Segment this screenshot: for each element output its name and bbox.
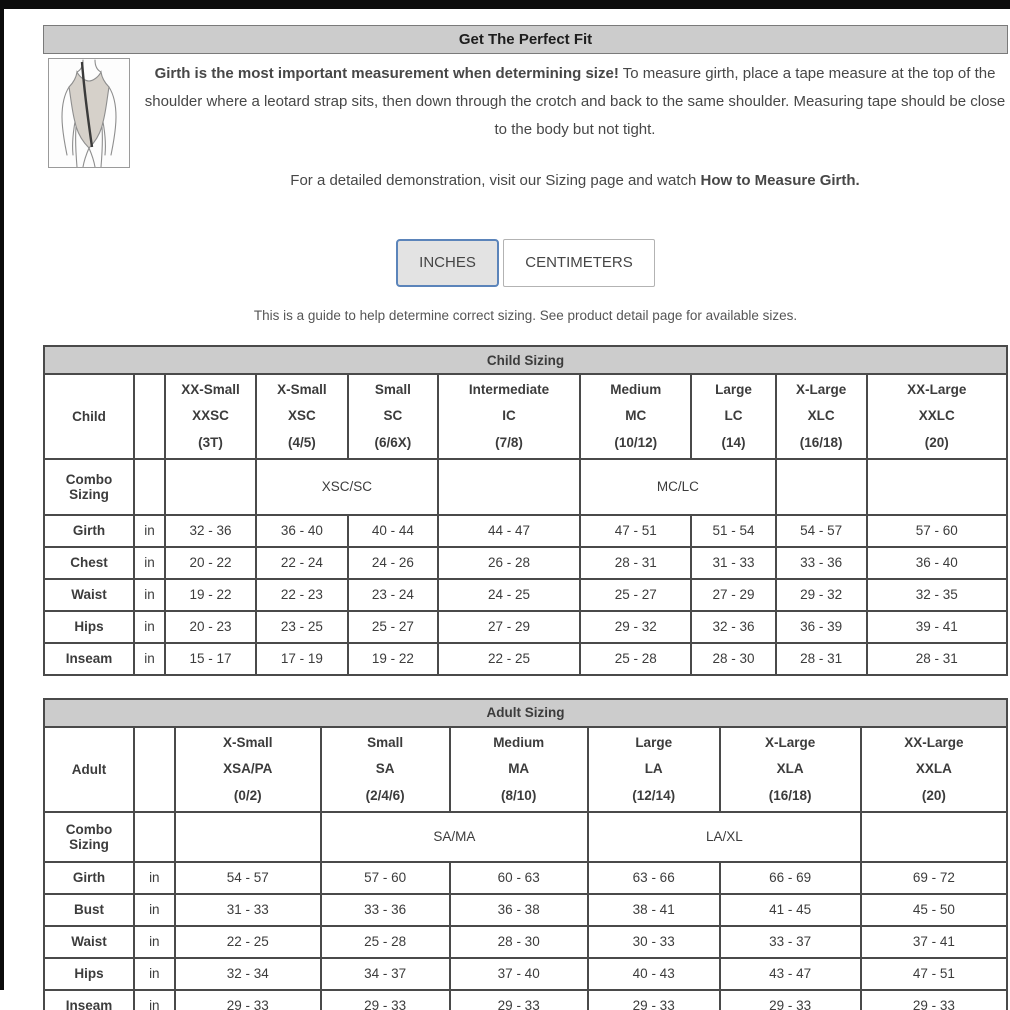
size-header-cell — [256, 374, 348, 459]
unit-cell: in — [134, 958, 175, 990]
unit-cell: in — [134, 990, 175, 1010]
size-range: (20) — [924, 434, 949, 450]
size-name: Medium — [610, 382, 662, 397]
measurement-label: Waist — [44, 579, 134, 611]
range-cell: 29 - 33 — [861, 990, 1007, 1010]
measurement-row — [44, 579, 1007, 611]
demo-line — [144, 167, 1006, 195]
range-cell: 39 - 41 — [867, 611, 1007, 643]
range-cell: 47 - 51 — [861, 958, 1007, 990]
range-cell: 29 - 32 — [776, 579, 867, 611]
centimeters-button[interactable]: CENTIMETERS — [503, 239, 655, 287]
girth-paragraph-rest: To measure girth, place a tape measure at the top of the shoulder where a leotard strap sits, then down through the crotch and back to the same shoulder. Measuring tape should be close to the body but not tight. — [144, 65, 1006, 138]
unit-cell: in — [134, 926, 175, 958]
range-cell: 20 - 23 — [165, 611, 256, 643]
range-cell: 27 - 29 — [438, 611, 580, 643]
measurement-label: Inseam — [44, 990, 134, 1010]
measurement-label: Girth — [44, 515, 134, 547]
range-cell: 25 - 28 — [321, 926, 450, 958]
measurement-label: Hips — [44, 958, 134, 990]
range-cell: 29 - 33 — [321, 990, 450, 1010]
combo-cell — [438, 459, 580, 515]
size-header-cell — [861, 727, 1007, 812]
size-name: XX-Small — [181, 382, 240, 397]
combo-cell — [867, 459, 1007, 515]
range-cell: 66 - 69 — [720, 862, 861, 894]
sizing-tables — [43, 345, 1008, 1010]
range-cell: 23 - 24 — [348, 579, 438, 611]
size-code: LC — [724, 408, 743, 424]
size-range: (8/10) — [501, 787, 537, 803]
size-code: XSA/PA — [223, 761, 273, 777]
size-name: Small — [367, 734, 404, 750]
size-code: MC — [625, 408, 647, 424]
range-cell: 37 - 40 — [450, 958, 588, 990]
size-range: (16/18) — [799, 434, 843, 450]
size-header-cell — [588, 727, 720, 812]
unit-toggle — [43, 239, 1008, 287]
range-cell: 40 - 44 — [348, 515, 438, 547]
range-cell: 38 - 41 — [588, 894, 720, 926]
combo-cell — [175, 812, 321, 862]
range-cell: 47 - 51 — [580, 515, 691, 547]
unit-cell: in — [134, 643, 165, 675]
range-cell: 23 - 25 — [256, 611, 348, 643]
range-cell: 25 - 27 — [348, 611, 438, 643]
range-cell: 57 - 60 — [867, 515, 1007, 547]
adult-group-label: Adult — [44, 727, 134, 812]
range-cell: 54 - 57 — [175, 862, 321, 894]
range-cell: 60 - 63 — [450, 862, 588, 894]
range-cell: 37 - 41 — [861, 926, 1007, 958]
inches-button[interactable]: INCHES — [396, 239, 499, 287]
range-cell: 26 - 28 — [438, 547, 580, 579]
measurement-label: Waist — [44, 926, 134, 958]
range-cell: 27 - 29 — [691, 579, 775, 611]
range-cell: 31 - 33 — [691, 547, 775, 579]
measurement-label: Girth — [44, 862, 134, 894]
measurement-row — [44, 990, 1007, 1010]
size-code: XXLC — [918, 408, 955, 424]
size-range: (14) — [721, 434, 746, 450]
size-name: Small — [374, 382, 411, 397]
size-header-cell — [450, 727, 588, 812]
size-name: X-Large — [765, 734, 816, 750]
combo-cell — [165, 459, 256, 515]
measurement-label: Bust — [44, 894, 134, 926]
range-cell: 29 - 32 — [580, 611, 691, 643]
range-cell: 32 - 34 — [175, 958, 321, 990]
adult-sizing-table — [43, 698, 1008, 1010]
range-cell: 15 - 17 — [165, 643, 256, 675]
range-cell: 29 - 33 — [720, 990, 861, 1010]
adult-table-title: Adult Sizing — [44, 699, 1007, 727]
range-cell: 28 - 31 — [776, 643, 867, 675]
leotard-girth-diagram-icon — [49, 59, 129, 167]
size-name: XX-Large — [907, 382, 967, 397]
unit-cell: in — [134, 862, 175, 894]
measurement-row — [44, 926, 1007, 958]
range-cell: 45 - 50 — [861, 894, 1007, 926]
combo-cell: MC/LC — [580, 459, 775, 515]
size-range: (2/4/6) — [365, 787, 405, 803]
size-code: LA — [644, 761, 663, 777]
size-name: Intermediate — [468, 382, 550, 397]
range-cell: 24 - 26 — [348, 547, 438, 579]
range-cell: 28 - 31 — [867, 643, 1007, 675]
left-frame-bar — [0, 9, 4, 990]
unit-cell: in — [134, 547, 165, 579]
range-cell: 51 - 54 — [691, 515, 775, 547]
page-title: Get The Perfect Fit — [458, 31, 593, 48]
measurement-row — [44, 862, 1007, 894]
size-header-cell — [580, 374, 691, 459]
size-header-cell — [438, 374, 580, 459]
range-cell: 32 - 36 — [691, 611, 775, 643]
size-code: SA — [375, 761, 395, 777]
range-cell: 22 - 25 — [175, 926, 321, 958]
measurement-row — [44, 958, 1007, 990]
size-range: (4/5) — [288, 434, 316, 450]
unit-cell: in — [134, 894, 175, 926]
girth-intro-text — [130, 58, 1008, 195]
range-cell: 43 - 47 — [720, 958, 861, 990]
size-range: (3T) — [198, 434, 223, 450]
range-cell: 25 - 28 — [580, 643, 691, 675]
range-cell: 19 - 22 — [165, 579, 256, 611]
range-cell: 29 - 33 — [450, 990, 588, 1010]
unit-cell: in — [134, 579, 165, 611]
top-frame-bar — [0, 0, 1010, 9]
measurement-row — [44, 611, 1007, 643]
measurement-label: Hips — [44, 611, 134, 643]
sizing-guide-note: This is a guide to help determine correct sizing. See product detail page for available sizes. — [253, 308, 798, 323]
measurement-row — [44, 894, 1007, 926]
measurement-row — [44, 643, 1007, 675]
girth-paragraph-bold: Girth is the most important measurement when determining size! — [154, 65, 619, 82]
size-name: Large — [715, 382, 752, 397]
range-cell: 57 - 60 — [321, 862, 450, 894]
unit-header-cell — [134, 374, 165, 459]
combo-cell — [861, 812, 1007, 862]
measurement-label: Chest — [44, 547, 134, 579]
size-code: XLA — [776, 761, 804, 777]
range-cell: 31 - 33 — [175, 894, 321, 926]
range-cell: 20 - 22 — [165, 547, 256, 579]
size-range: (0/2) — [233, 787, 262, 803]
demo-bold: How to Measure Girth. — [700, 172, 860, 190]
size-code: SC — [383, 408, 403, 424]
range-cell: 30 - 33 — [588, 926, 720, 958]
range-cell: 41 - 45 — [720, 894, 861, 926]
size-code: XXSC — [192, 408, 229, 424]
range-cell: 34 - 37 — [321, 958, 450, 990]
size-code: XLC — [807, 408, 835, 424]
range-cell: 22 - 25 — [438, 643, 580, 675]
combo-cell — [776, 459, 867, 515]
size-code: XXLA — [915, 761, 952, 777]
child-group-label: Child — [44, 374, 134, 459]
range-cell: 29 - 33 — [175, 990, 321, 1010]
range-cell: 44 - 47 — [438, 515, 580, 547]
range-cell: 36 - 40 — [256, 515, 348, 547]
range-cell: 24 - 25 — [438, 579, 580, 611]
size-header-cell — [720, 727, 861, 812]
range-cell: 69 - 72 — [861, 862, 1007, 894]
page-title-bar — [43, 25, 1008, 54]
size-range: (7/8) — [495, 434, 523, 450]
size-range: (16/18) — [768, 787, 812, 803]
child-sizing-table — [43, 345, 1008, 676]
size-code: XSC — [288, 408, 316, 424]
measurement-row — [44, 515, 1007, 547]
range-cell: 28 - 30 — [450, 926, 588, 958]
size-header-cell — [776, 374, 867, 459]
child-table-title: Child Sizing — [44, 346, 1007, 374]
girth-intro-section — [43, 58, 1008, 195]
combo-cell: SA/MA — [321, 812, 588, 862]
size-name: X-Large — [795, 382, 847, 397]
range-cell: 22 - 24 — [256, 547, 348, 579]
range-cell: 28 - 30 — [691, 643, 775, 675]
size-header-cell — [165, 374, 256, 459]
unit-cell — [134, 459, 165, 515]
range-cell: 29 - 33 — [588, 990, 720, 1010]
range-cell: 36 - 39 — [776, 611, 867, 643]
page-content — [43, 0, 1008, 1010]
size-code: IC — [502, 408, 516, 424]
range-cell: 63 - 66 — [588, 862, 720, 894]
size-header-cell — [691, 374, 775, 459]
demo-prefix: For a detailed demonstration, visit our Sizing page and watch — [290, 172, 701, 190]
range-cell: 25 - 27 — [580, 579, 691, 611]
size-name: X-Small — [222, 734, 273, 750]
size-code: MA — [508, 761, 530, 777]
range-cell: 33 - 37 — [720, 926, 861, 958]
size-name: XX-Large — [904, 734, 964, 750]
size-header-cell — [321, 727, 450, 812]
unit-header-cell — [134, 727, 175, 812]
measurement-label: Inseam — [44, 643, 134, 675]
leotard-diagram-box — [48, 58, 130, 168]
size-range: (10/12) — [614, 434, 658, 450]
range-cell: 28 - 31 — [580, 547, 691, 579]
combo-sizing-label: Combo Sizing — [44, 459, 134, 515]
range-cell: 32 - 36 — [165, 515, 256, 547]
range-cell: 22 - 23 — [256, 579, 348, 611]
size-header-cell — [175, 727, 321, 812]
unit-cell: in — [134, 515, 165, 547]
size-range: (20) — [921, 787, 946, 803]
size-range: (12/14) — [632, 787, 676, 803]
range-cell: 32 - 35 — [867, 579, 1007, 611]
unit-cell — [134, 812, 175, 862]
range-cell: 36 - 40 — [867, 547, 1007, 579]
combo-cell: XSC/SC — [256, 459, 438, 515]
range-cell: 40 - 43 — [588, 958, 720, 990]
range-cell: 54 - 57 — [776, 515, 867, 547]
size-range: (6/6X) — [374, 434, 412, 450]
size-name: Large — [635, 734, 673, 750]
range-cell: 19 - 22 — [348, 643, 438, 675]
size-name: Medium — [493, 734, 545, 750]
measurement-row — [44, 547, 1007, 579]
girth-paragraph — [144, 60, 1006, 143]
size-header-cell — [348, 374, 438, 459]
unit-cell: in — [134, 611, 165, 643]
range-cell: 33 - 36 — [776, 547, 867, 579]
range-cell: 33 - 36 — [321, 894, 450, 926]
size-header-cell — [867, 374, 1007, 459]
combo-cell: LA/XL — [588, 812, 861, 862]
range-cell: 36 - 38 — [450, 894, 588, 926]
range-cell: 17 - 19 — [256, 643, 348, 675]
size-name: X-Small — [277, 382, 327, 397]
combo-sizing-label: Combo Sizing — [44, 812, 134, 862]
